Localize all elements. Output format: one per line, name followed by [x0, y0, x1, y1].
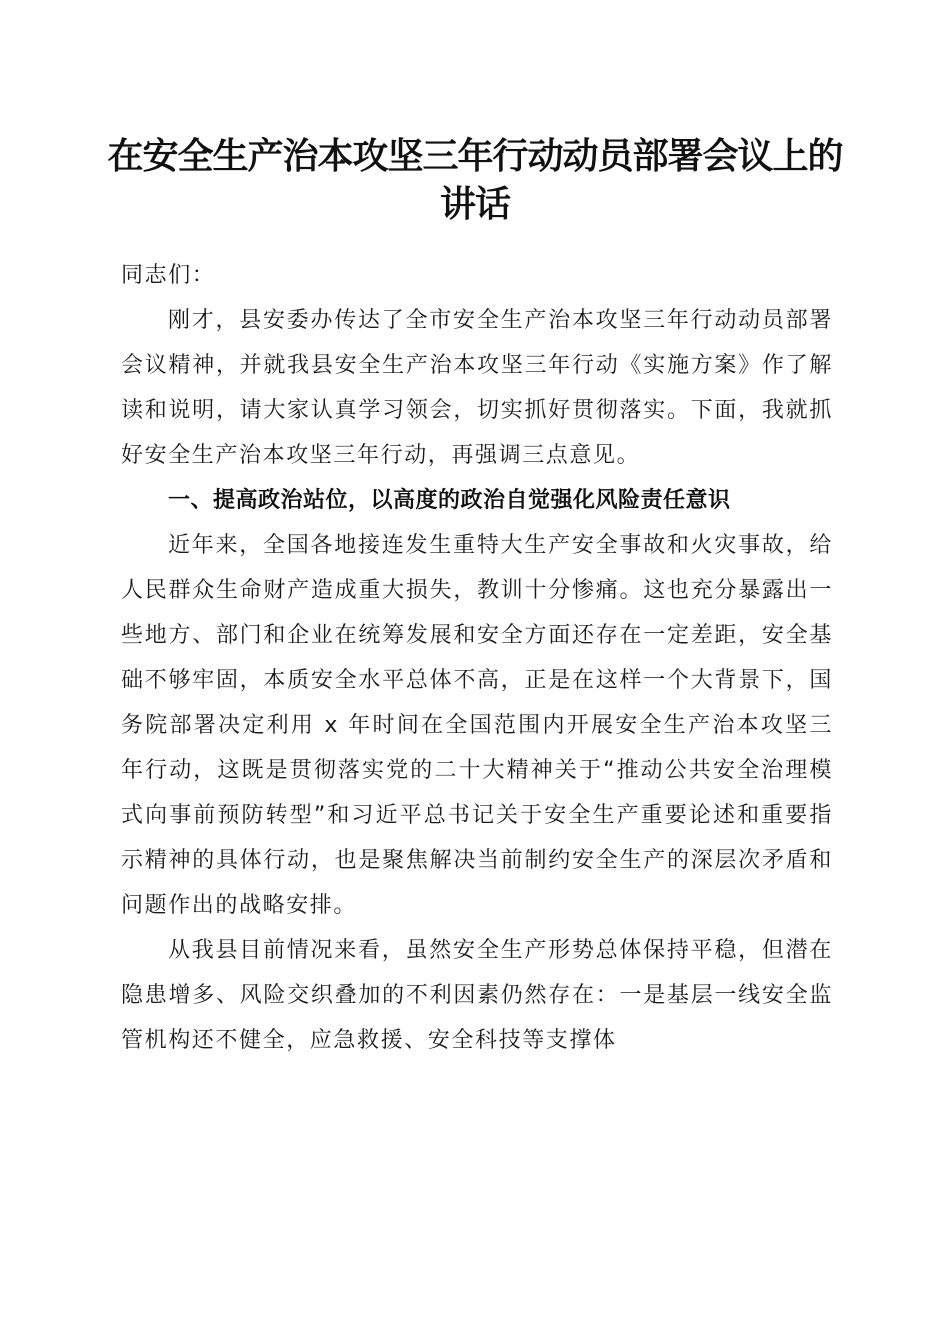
document-body [121, 253, 833, 1063]
salutation: 同志们： [121, 263, 216, 288]
section-heading-1: 一、提高政治站位，以高度的政治自觉强化风险责任意识 [168, 488, 731, 513]
document-title: 在安全生产治本攻坚三年行动动员部署会议上的讲话 [107, 135, 843, 225]
section-1-paragraph-2: 从我县目前情况来看，虽然安全生产形势总体保持平稳，但潜在隐患增多、风险交织叠加的不利因素仍然存在：一是基层一线安全监管机构还不健全，应急救援、安全科技等支撑体 [121, 938, 833, 1053]
section-1-paragraph-1: 近年来，全国各地接连发生重特大生产安全事故和火灾事故，给人民群众生命财产造成重大损失，教训十分惨痛。这也充分暴露出一些地方、部门和企业在统筹发展和安全方面还存在一定差距，安全基础不够牢固，本质安全水平总体不高，正是在这样一个大背景下，国务院部署决定利用 x 年时间在全国范围内开展安全生产治本攻坚三年行动，这既是贯彻落实党的二十大精神关于“推动公共安全治理模式向事前预防转型”和习近平总书记关于安全生产重要论述和重要指示精神的具体行动，也是聚焦解决当前制约安全生产的深层次矛盾和问题作出的战略安排。 [121, 533, 833, 918]
intro-paragraph: 刚才，县安委办传达了全市安全生产治本攻坚三年行动动员部署会议精神，并就我县安全生产治本攻坚三年行动《实施方案》作了解读和说明，请大家认真学习领会，切实抓好贯彻落实。下面，我就抓好安全生产治本攻坚三年行动，再强调三点意见。 [121, 308, 833, 468]
